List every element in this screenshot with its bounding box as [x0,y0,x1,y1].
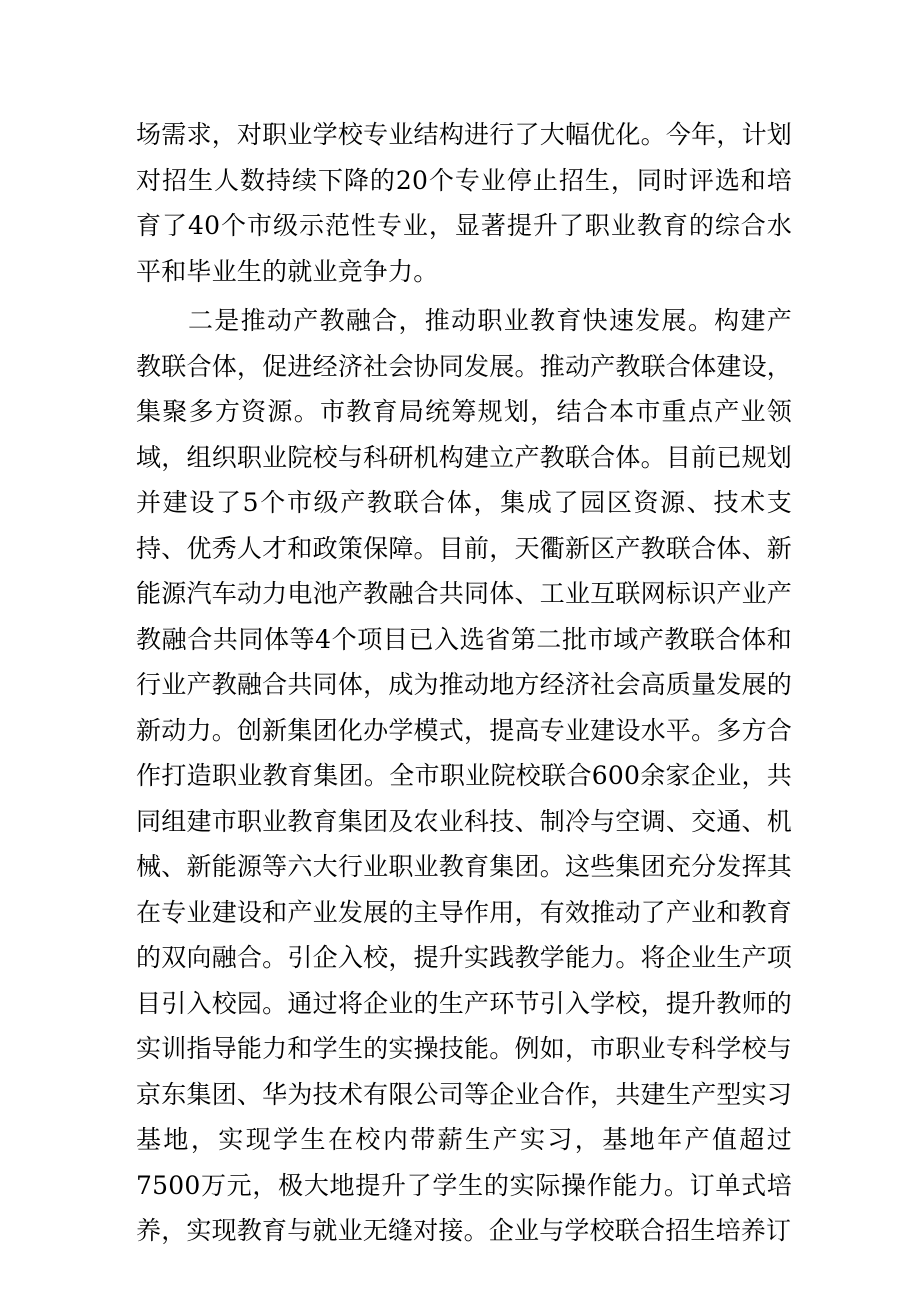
paragraph-1: 场需求，对职业学校专业结构进行了大幅优化。今年，计划对招生人数持续下降的20个专业停止招生，同时评选和培育了40个市级示范性专业，显著提升了职业教育的综合水平和毕业生的就业竞争力。 [136,120,792,286]
document-page [136,112,792,1254]
paragraph-2: 二是推动产教融合，推动职业教育快速发展。构建产教联合体，促进经济社会协同发展。推动产教联合体建设，集聚多方资源。市教育局统筹规划，结合本市重点产业领域，组织职业院校与科研机构建立产教联合体。目前已规划并建设了5个市级产教联合体，集成了园区资源、技术支持、优秀人才和政策保障。目前，天衢新区产教联合体、新能源汽车动力电池产教融合共同体、工业互联网标识产业产教融合共同体等4个项目已入选省第二批市域产教联合体和行业产教融合共同体，成为推动地方经济社会高质量发展的新动力。创新集团化办学模式，提高专业建设水平。多方合作打造职业教育集团。全市职业院校联合600余家企业，共同组建市职业教育集团及农业科技、制冷与空调、交通、机械、新能源等六大行业职业教育集团。这些集团充分发挥其在专业建设和产业发展的主导作用，有效推动了产业和教育的双向融合。引企入校，提升实践教学能力。将企业生产项目引入校园。通过将企业的生产环节引入学校，提升教师的实训指导能力和学生的实操技能。例如，市职业专科学校与京东集团、华为技术有限公司等企业合作，共建生产型实习基地，实现学生在校内带薪生产实习，基地年产值超过7500万元，极大地提升了学生的实际操作能力。订单式培养，实现教育与就业无缝对接。企业与学校联合招生培养订 [136,306,792,1245]
